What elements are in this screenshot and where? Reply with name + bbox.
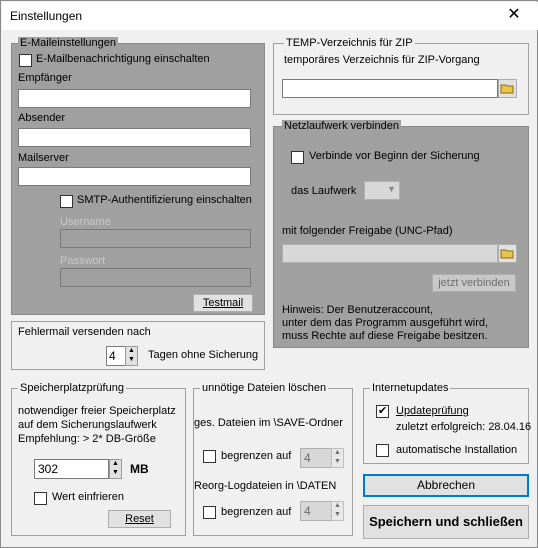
sender-input[interactable]: [18, 128, 251, 147]
title-bar: [2, 2, 538, 30]
mailserver-input[interactable]: [18, 167, 251, 186]
storage-group: [11, 382, 186, 536]
password-input[interactable]: [60, 268, 251, 287]
errormail-days-spinner[interactable]: [125, 346, 138, 366]
folder-icon: [500, 81, 515, 96]
spin-up-icon[interactable]: ▲: [128, 347, 135, 354]
freeze-label: Wert einfrieren: [52, 491, 124, 503]
spin-down-icon[interactable]: ▼: [334, 511, 341, 518]
username-input[interactable]: [60, 229, 251, 248]
save-close-button[interactable]: Speichern und schließen: [363, 505, 529, 539]
errormail-suffix: Tagen ohne Sicherung: [148, 349, 259, 361]
storage-legend: Speicherplatzprüfung: [20, 382, 124, 394]
auto-install-checkbox[interactable]: [376, 444, 389, 457]
updates-legend: Internetupdates: [372, 382, 449, 394]
window-title: Einstellungen: [10, 9, 83, 23]
errormail-title: Fehlermail versenden nach: [18, 326, 151, 338]
update-check-label: Updateprüfung: [396, 405, 469, 417]
network-hint-line1: Hinweis: Der Benutzeraccount,: [282, 304, 434, 316]
temp-path-input[interactable]: [282, 79, 498, 98]
username-label: Username: [60, 216, 111, 228]
spin-up-icon[interactable]: ▲: [112, 460, 119, 467]
last-success-text: zuletzt erfolgreich: 28.04.16: [396, 421, 532, 433]
password-label: Passwort: [60, 255, 106, 267]
network-connect-checkbox[interactable]: [291, 151, 304, 164]
auto-install-label: automatische Installation: [396, 444, 518, 456]
connect-now-button[interactable]: jetzt verbinden: [432, 274, 516, 292]
temp-desc: temporäres Verzeichnis für ZIP-Vorgang: [284, 54, 480, 66]
limit-save-input[interactable]: 4: [300, 448, 332, 468]
spin-up-icon[interactable]: ▲: [334, 449, 341, 456]
update-check-checkbox[interactable]: [376, 405, 389, 418]
storage-line3: Empfehlung: > 2* DB-Größe: [18, 433, 156, 445]
errormail-group: [11, 321, 265, 370]
spin-down-icon[interactable]: ▼: [112, 469, 119, 476]
cleanup-legend: unnötige Dateien löschen: [202, 382, 327, 394]
smtp-auth-checkbox[interactable]: [60, 195, 73, 208]
limit-save-label: begrenzen auf: [221, 450, 292, 462]
network-group: [273, 120, 529, 348]
share-label: mit folgender Freigabe (UNC-Pfad): [282, 225, 453, 237]
spin-down-icon[interactable]: ▼: [334, 458, 341, 465]
email-enable-checkbox[interactable]: [19, 54, 32, 67]
chevron-down-icon[interactable]: ▼: [387, 184, 396, 194]
recipient-input[interactable]: [18, 89, 251, 108]
storage-unit: MB: [130, 462, 149, 476]
spin-down-icon[interactable]: ▼: [128, 356, 135, 363]
temp-group: [273, 37, 529, 115]
temp-legend: TEMP-Verzeichnis für ZIP: [286, 37, 413, 49]
mailserver-label: Mailserver: [18, 152, 69, 164]
drive-label: das Laufwerk: [291, 185, 357, 197]
limit-save-checkbox[interactable]: [203, 450, 216, 463]
storage-spinner[interactable]: [109, 459, 122, 479]
limit-reorg-label: begrenzen auf: [221, 506, 292, 518]
email-settings-group: [11, 37, 265, 315]
smtp-auth-label: SMTP-Authentifizierung einschalten: [77, 194, 252, 206]
network-hint-line2: unter dem das Programm ausgeführt wird,: [282, 317, 489, 329]
save-folder-label: ges. Dateien im \SAVE-Ordner: [194, 417, 343, 429]
email-settings-legend: E-Maileinstellungen: [20, 37, 116, 49]
limit-save-spinner[interactable]: [331, 448, 344, 468]
updates-group: [363, 382, 532, 464]
close-icon[interactable]: ✕: [507, 6, 521, 23]
storage-value-input[interactable]: 302: [34, 459, 109, 479]
storage-line2: auf dem Sicherungslaufwerk: [18, 419, 157, 431]
storage-line1: notwendiger freier Speicherplatz: [18, 405, 176, 417]
freeze-checkbox[interactable]: [34, 492, 47, 505]
reorg-label: Reorg-Logdateien in \DATEN: [194, 480, 337, 492]
recipient-label: Empfänger: [18, 72, 72, 84]
network-connect-label: Verbinde vor Beginn der Sicherung: [309, 150, 480, 162]
share-path-input[interactable]: [282, 244, 498, 263]
limit-reorg-spinner[interactable]: [331, 501, 344, 521]
limit-reorg-input[interactable]: 4: [300, 501, 332, 521]
sender-label: Absender: [18, 112, 66, 124]
share-browse-button[interactable]: [498, 244, 517, 263]
email-enable-label: E-Mailbenachrichtigung einschalten: [36, 53, 210, 65]
reset-button[interactable]: Reset: [108, 510, 171, 528]
network-legend: Netzlaufwerk verbinden: [284, 120, 399, 132]
spin-up-icon[interactable]: ▲: [334, 502, 341, 509]
limit-reorg-checkbox[interactable]: [203, 506, 216, 519]
cancel-button[interactable]: Abbrechen: [363, 474, 529, 497]
folder-icon: [500, 246, 515, 261]
network-hint-line3: muss Rechte auf diese Freigabe besitzen.: [282, 330, 488, 342]
cleanup-group: [193, 382, 353, 536]
testmail-button[interactable]: Testmail: [193, 294, 253, 312]
temp-browse-button[interactable]: [498, 79, 517, 98]
errormail-days-input[interactable]: 4: [106, 346, 126, 366]
